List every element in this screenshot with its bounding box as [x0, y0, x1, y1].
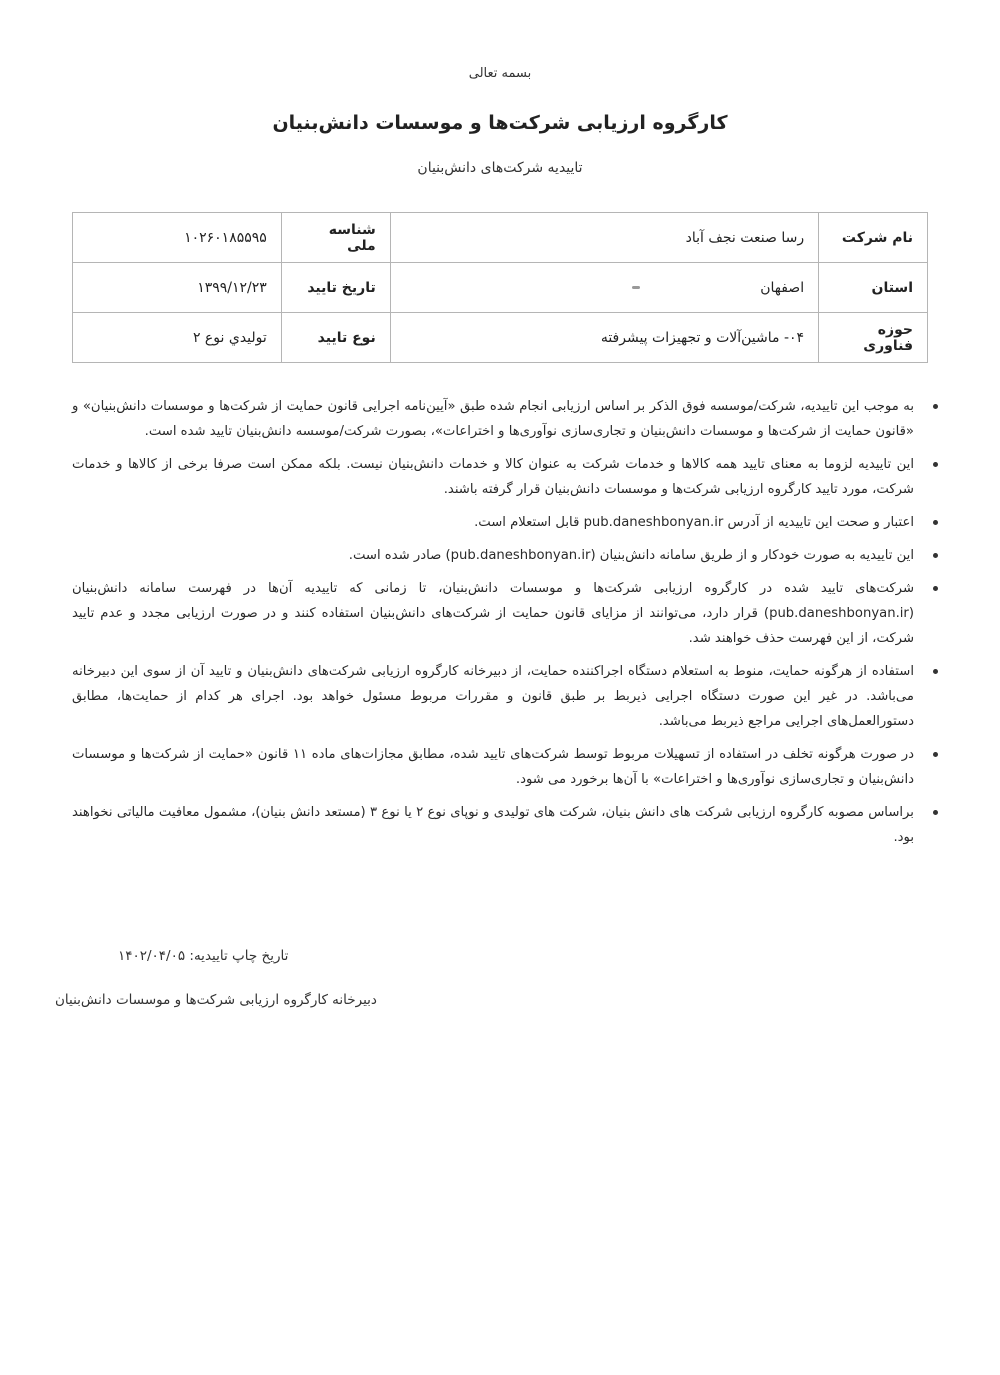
clauses-list — [72, 394, 942, 858]
bullet-icon — [933, 810, 938, 815]
page-title: کارگروه ارزیابی شرکت‌ها و موسسات دانش‌بنیان — [272, 112, 728, 134]
bullet-icon — [933, 462, 938, 467]
company-name-label: نام شرکت — [819, 213, 928, 263]
basmala: بسمه تعالی — [468, 66, 532, 81]
list-item — [72, 543, 942, 568]
approval-date-label: تاریخ تایید — [281, 263, 390, 313]
list-item — [72, 576, 942, 651]
bullet-icon — [933, 586, 938, 591]
clause-text: استفاده از هرگونه حمایت، منوط به استعلام دستگاه اجراکننده حمایت، از دبیرخانه کارگروه ارزیابی شرکت‌های دانش‌بنیان و تایید آن از سوی این دبیرخانه می‌باشد. در غیر این صورت دستگاه اجرایی ذیربط بر طبق قانون و مقررات مربوط مسئول خواهد بود. اجرای هر کدام از حمایت‌ها، مطابق دستورالعمل‌های اجرایی مراجع ذیربط می‌باشد. — [72, 664, 914, 729]
bullet-icon — [933, 520, 938, 525]
national-id-value: ۱۰۲۶۰۱۸۵۵۹۵ — [73, 213, 282, 263]
list-item — [72, 800, 942, 850]
bullet-icon — [933, 553, 938, 558]
list-item — [72, 742, 942, 792]
clause-text: این تاییدیه به صورت خودکار و از طریق سامانه دانش‌بنیان (pub.daneshbonyan.ir) صادر شده است. — [348, 548, 914, 563]
page-subtitle: تاییدیه شرکت‌های دانش‌بنیان — [417, 160, 583, 176]
clause-text: این تاییدیه لزوما به معنای تایید همه کالاها و خدمات شرکت به عنوان کالا و خدمات دانش‌بنیان نیست. بلکه ممکن است صرفا برخی از کالاها و خدمات شرکت، مورد تایید کارگروه ارزیابی شرکت‌ها و موسسات دانش‌بنیان قرار گرفته باشند. — [72, 457, 914, 497]
province-label: استان — [819, 263, 928, 313]
approval-type-label: نوع تایید — [281, 313, 390, 363]
company-info-table — [72, 212, 928, 363]
bullet-icon — [933, 404, 938, 409]
print-date: تاریخ چاپ تاییدیه: ۱۴۰۲/۰۴/۰۵ — [118, 948, 289, 964]
clause-text: براساس مصوبه کارگروه ارزیابی شرکت های دانش بنیان، شرکت های تولیدی و نوپای نوع ۲ یا نوع ۳ (مستعد دانش بنیان)، مشمول معافیت مالیاتی نخواهند بود. — [72, 805, 914, 845]
clause-text: در صورت هرگونه تخلف در استفاده از تسهیلات مربوط توسط شرکت‌های تایید شده، مطابق مجازات‌های ماده ۱۱ قانون «حمایت از شرکت‌ها و موسسات دانش‌بنیان و تجاری‌سازی نوآوری‌ها و اختراعات» با آن‌ها برخورد می شود. — [72, 747, 914, 787]
province-cell — [390, 263, 818, 313]
list-item — [72, 452, 942, 502]
list-item — [72, 510, 942, 535]
bullet-icon — [933, 752, 938, 757]
clause-text: شرکت‌های تایید شده در کارگروه ارزیابی شرکت‌ها و موسسات دانش‌بنیان، تا زمانی که تاییدیه آن‌ها در فهرست سامانه دانش‌بنیان (pub.daneshbonyan.ir) قرار دارد، می‌توانند از مزایای قانون حمایت از شرکت‌های دانش‌بنیان استفاده کنند و در صورت ارزیابی مجدد و عدم تایید شرکت، از این فهرست حذف خواهند شد. — [72, 581, 914, 646]
tech-field-label: حوزه فناوری — [819, 313, 928, 363]
national-id-label: شناسه ملی — [281, 213, 390, 263]
approval-date-value: ۱۳۹۹/۱۲/۲۳ — [73, 263, 282, 313]
tech-field-value: ۰۴- ماشین‌آلات و تجهیزات پیشرفته — [390, 313, 818, 363]
list-item — [72, 659, 942, 734]
secretariat-signature: دبیرخانه کارگروه ارزیابی شرکت‌ها و موسسات دانش‌بنیان — [55, 992, 377, 1008]
ink-mark — [632, 286, 640, 289]
clause-text: اعتبار و صحت این تاییدیه از آدرس pub.daneshbonyan.ir قابل استعلام است. — [474, 515, 914, 530]
table-row — [73, 313, 928, 363]
table-row — [73, 263, 928, 313]
company-name-value: رسا صنعت نجف آباد — [390, 213, 818, 263]
clause-text: به موجب این تاییدیه، شرکت/موسسه فوق الذکر بر اساس ارزیابی انجام شده طبق «آیین‌نامه اجرایی قانون حمایت از شرکت‌ها و موسسات دانش‌بنیان» و «قانون حمایت از شرکت‌ها و موسسات دانش‌بنیان و تجاری‌سازی نوآوری‌ها و اختراعات»، بصورت شرکت/موسسه دانش‌بنیان تایید شده است. — [72, 399, 914, 439]
approval-type-value: توليدي نوع ۲ — [73, 313, 282, 363]
table-row — [73, 213, 928, 263]
province-value: اصفهان — [760, 279, 805, 296]
list-item — [72, 394, 942, 444]
bullet-icon — [933, 669, 938, 674]
